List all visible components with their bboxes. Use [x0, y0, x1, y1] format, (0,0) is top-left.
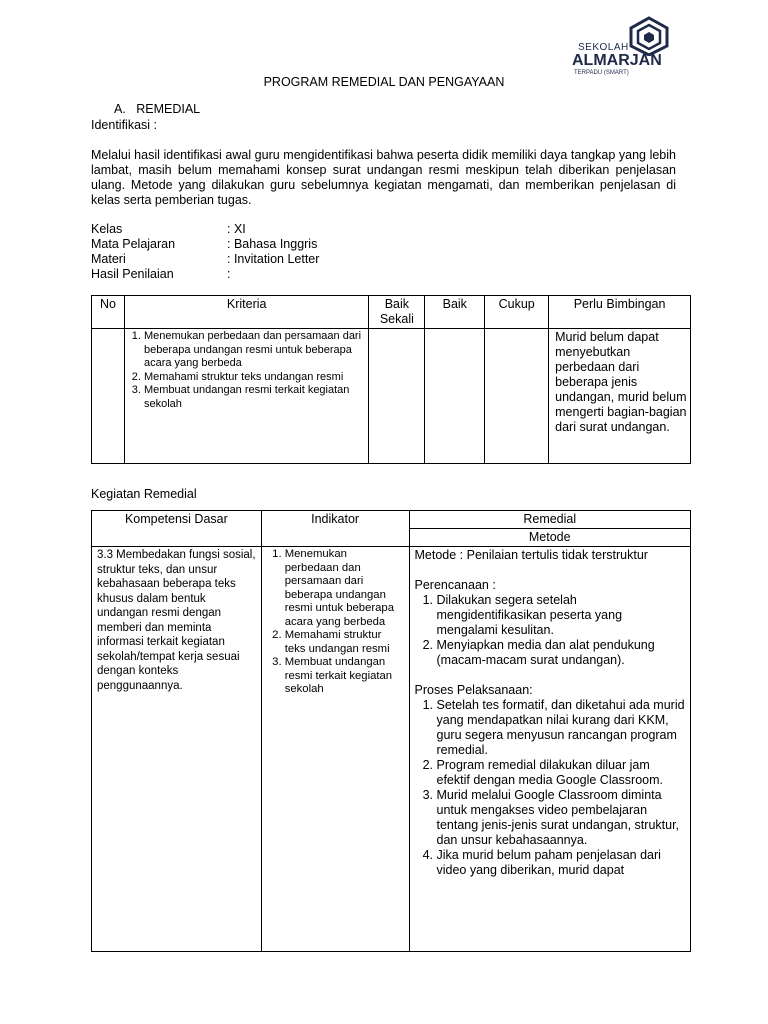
list-item: 1. Dilakukan segera setelah mengidentifikasikan peserta yang mengalami kesulitan. — [437, 593, 686, 638]
cell-perlu-bimbingan: Murid belum dapat menyebutkan perbedaan dari beberapa jenis undangan, murid belum mengerti bagian-bagian dari surat undangan. — [549, 329, 691, 464]
header-cukup: Cukup — [485, 296, 549, 329]
info-value: : Bahasa Inggris — [227, 237, 318, 251]
info-value: : XI — [227, 222, 246, 236]
criteria-list — [128, 330, 365, 411]
info-label: Mata Pelajaran — [91, 237, 176, 251]
cell-kompetensi-dasar: 3.3 Membedakan fungsi sosial, struktur teks, dan unsur kebahasaan beberapa teks khusus dalam bentuk undangan resmi dengan memberi dan meminta informasi terkait kegiatan sekolah/tempat kerja sesuai dengan konteks penggunaannya. — [92, 547, 262, 952]
indicator-list — [267, 548, 404, 697]
info-label: Kelas — [91, 222, 123, 236]
table-header-row — [92, 511, 691, 529]
page-title: PROGRAM REMEDIAL DAN PENGAYAAN — [263, 75, 505, 89]
header-metode: Metode — [409, 529, 691, 547]
kegiatan-remedial-label: Kegiatan Remedial — [91, 487, 197, 501]
table-header-row — [92, 296, 691, 329]
list-item: 2. Memahami struktur teks undangan resmi — [285, 629, 404, 656]
cell-baik-sekali — [369, 329, 425, 464]
list-item: 1. Menemukan perbedaan dan persamaan dari beberapa undangan resmi untuk beberapa acara yang berbeda — [285, 548, 404, 629]
logo-text-almarjan: ALMARJAN — [572, 52, 662, 69]
info-value: : — [227, 267, 231, 281]
list-item: 2. Memahami struktur teks undangan resmi — [144, 371, 365, 385]
list-item: 2. Program remedial dilakukan diluar jam efektif dengan media Google Classroom. — [437, 758, 686, 788]
logo-text-sekolah: SEKOLAH — [578, 42, 629, 53]
info-label: Hasil Penilaian — [91, 267, 174, 281]
table-row — [92, 329, 691, 464]
logo-emblem-icon — [628, 16, 670, 56]
list-item: 3. Membuat undangan resmi terkait kegiatan sekolah — [144, 384, 365, 411]
list-item: 1. Setelah tes formatif, dan diketahui ada murid yang mendapatkan nilai kurang dari KKM, guru segera menyusun rancangan program remedial. — [437, 698, 686, 758]
identification-paragraph: Melalui hasil identifikasi awal guru mengidentifikasi bahwa peserta didik memiliki daya tangkap yang lebih lambat, masih belum memahami konsep surat undangan resmi meskipun telah diberikan penjelasan ulang. Metode yang dilakukan guru sebelumnya kegiatan mengamati, dan memberikan penjelasan di kelas serta pemberian tugas. — [91, 148, 676, 207]
header-no: No — [92, 296, 125, 329]
list-item: 1. Menemukan perbedaan dan persamaan dari beberapa undangan resmi untuk beberapa acara yang berbeda — [144, 330, 365, 371]
header-baik: Baik — [425, 296, 485, 329]
cell-kriteria — [124, 329, 368, 464]
list-item: 2. Menyiapkan media dan alat pendukung (macam-macam surat undangan). — [437, 638, 686, 668]
header-kriteria: Kriteria — [124, 296, 368, 329]
identifikasi-label: Identifikasi : — [91, 118, 158, 132]
school-logo — [572, 16, 672, 76]
header-baik-sekali: Baik Sekali — [369, 296, 425, 329]
proses-label: Proses Pelaksanaan: — [414, 683, 533, 697]
list-item: 3. Membuat undangan resmi terkait kegiatan sekolah — [285, 656, 404, 697]
proses-list — [415, 698, 686, 878]
remedial-activity-table — [91, 510, 691, 952]
header-perlu-bimbingan: Perlu Bimbingan — [549, 296, 691, 329]
info-value: : Invitation Letter — [227, 252, 320, 266]
header-remedial: Remedial — [409, 511, 691, 529]
metode-line: Metode : Penilaian tertulis tidak terstruktur — [414, 548, 648, 562]
header-kompetensi-dasar: Kompetensi Dasar — [92, 511, 262, 547]
cell-cukup — [485, 329, 549, 464]
perencanaan-label: Perencanaan : — [414, 578, 496, 592]
cell-baik — [425, 329, 485, 464]
cell-metode — [409, 547, 691, 952]
cell-indikator — [261, 547, 409, 952]
info-label: Materi — [91, 252, 126, 266]
assessment-table — [91, 295, 691, 464]
perencanaan-list — [415, 593, 686, 668]
list-item: 4. Jika murid belum paham penjelasan dari video yang diberikan, murid dapat — [437, 848, 686, 878]
list-item: 3. Murid melalui Google Classroom diminta untuk mengakses video pembelajaran tentang jenis-jenis surat undangan, struktur, dan unsur kebahasaannya. — [437, 788, 686, 848]
cell-no — [92, 329, 125, 464]
header-indikator: Indikator — [261, 511, 409, 547]
logo-text-terpadu: TERPADU (SMART) — [574, 70, 629, 76]
table-row — [92, 547, 691, 952]
section-heading-remedial: A. REMEDIAL — [114, 102, 201, 116]
